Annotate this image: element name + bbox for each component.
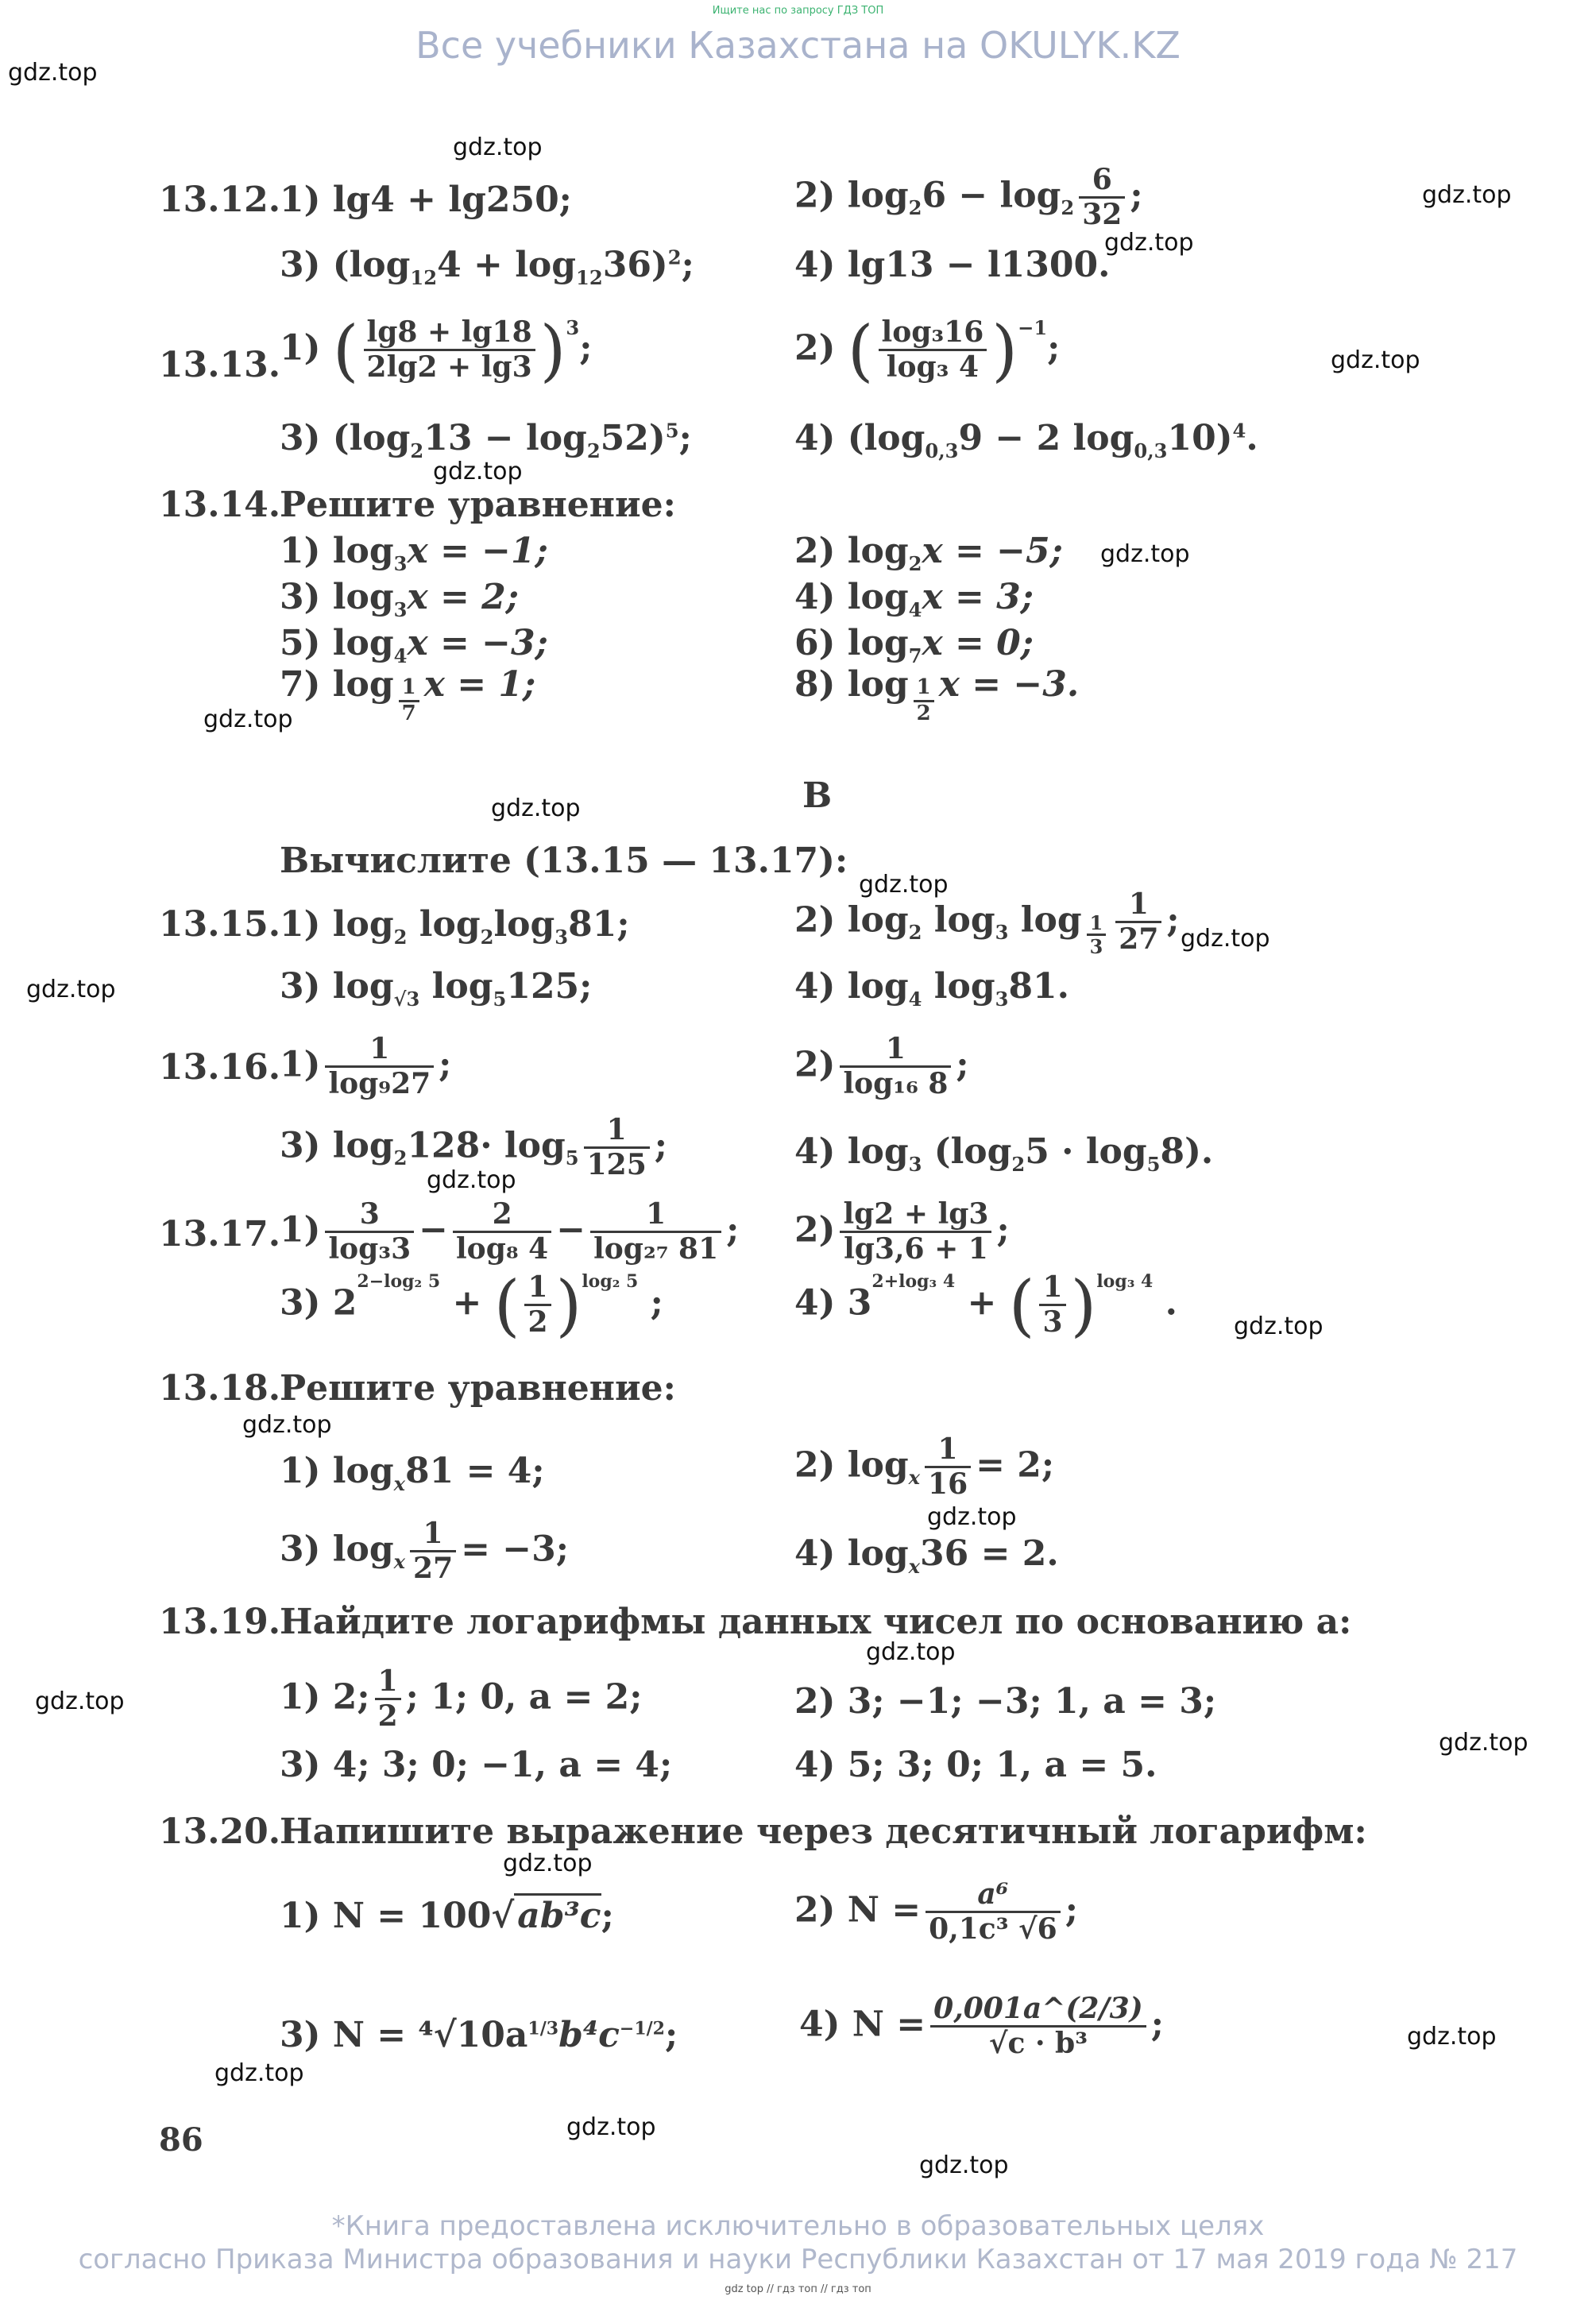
exercise-number: 13.15. — [159, 904, 281, 945]
watermark: gdz.top — [242, 1411, 332, 1439]
watermark: gdz.top — [1234, 1312, 1324, 1340]
site-title[interactable]: Все учебники Казахстана на OKULYK.KZ — [415, 24, 1181, 67]
watermark: gdz.top — [26, 976, 116, 1003]
exercise-title: Решите уравнение: — [280, 1368, 676, 1409]
watermark: gdz.top — [866, 1638, 956, 1666]
ex-13-16-part-2: 2) $\frac{1}{\text{log₁₆ 8}}$ ; — [794, 1032, 969, 1101]
ex-13-17-part-3: 3) $2^{2-log_2 5}$ + ( $\frac{1}{2}$ )$^{log_2 5}$ ; — [280, 1266, 663, 1344]
ex-13-15-part-4: 4) $\log_4 \log_381$. — [794, 966, 1069, 1011]
ex-13-19-part-3: 3) 4; 3; 0; −1, a = 4; — [280, 1745, 673, 1785]
watermark: gdz.top — [1331, 346, 1420, 374]
watermark: gdz.top — [8, 59, 98, 87]
exercise-number: 13.12. — [159, 180, 281, 220]
exercise-number: 13.19. — [159, 1602, 281, 1642]
ex-13-18-part-4: 4) $\log_x36 = 2$. — [794, 1533, 1059, 1578]
exercise-number: 13.17. — [159, 1214, 281, 1254]
exercise-number: 13.13. — [159, 345, 281, 385]
watermark: gdz.top — [1439, 1729, 1528, 1757]
watermark: gdz.top — [433, 458, 523, 485]
ex-13-13-part-4: 4) ($\log_{0,3}9 - 2$ $\log_{0,3}10)^4$. — [794, 418, 1258, 462]
footer-small[interactable]: gdz top // гдз топ // гдз топ — [725, 2283, 871, 2295]
section-letter: B — [802, 775, 833, 816]
ex-13-20-part-1: 1) N = 100√ab³c; — [280, 1896, 614, 1936]
section-intro: Вычислите (13.15 — 13.17): — [280, 841, 848, 881]
watermark: gdz.top — [427, 1166, 516, 1194]
ex-13-12-part-2: 2) $\log_26 - \log_2$ $\frac{6}{32}$ ; — [794, 163, 1143, 232]
watermark: gdz.top — [453, 133, 543, 161]
watermark: gdz.top — [859, 871, 949, 899]
watermark: gdz.top — [1100, 540, 1190, 568]
ex-13-16-part-1: 1) $\frac{1}{\text{log₉27}}$ ; — [280, 1032, 452, 1101]
ex-13-20-part-3: 3) $N = ^4√10a^{1/3}b^4c^{-1/2}$; — [280, 2015, 678, 2055]
equation: 5) $\log_4x = -3$; — [280, 623, 548, 667]
ex-13-17-part-4: 4) $3^{2+log_3 4}$ + ( $\frac{1}{3}$ )$^{log_3 4}$ . — [794, 1266, 1177, 1344]
watermark: gdz.top — [214, 2059, 304, 2087]
watermark: gdz.top — [927, 1503, 1017, 1531]
page-number: 86 — [159, 2121, 203, 2159]
equation: 4) $\log_4x = 3$; — [794, 577, 1034, 621]
equation: 6) $\log_7x = 0$; — [794, 623, 1034, 667]
watermark: gdz.top — [919, 2151, 1009, 2179]
ex-13-12-part-3: 3) $(\log_{12}4 + \log_{12}36)^2$; — [280, 245, 694, 289]
watermark: gdz.top — [203, 706, 293, 733]
ex-13-17-part-1: 1) $\frac{3}{\text{log₃3}}$ − $\frac{2}{\text{log₈ 4}}$ − $\frac{1}{\text{log₂₇ 81}}$ ; — [280, 1197, 740, 1266]
watermark: gdz.top — [503, 1850, 593, 1877]
ex-13-16-part-4: 4) $\log_3 (\log_25 \cdot \log_58)$. — [794, 1131, 1214, 1176]
ex-13-18-part-3: 3) $\log_x$ $\frac{1}{27}$ = −3; — [280, 1517, 570, 1586]
ex-13-18-part-2: 2) $\log_x$ $\frac{1}{16}$ = 2; — [794, 1432, 1055, 1502]
exercise-number: 13.18. — [159, 1368, 281, 1409]
exercise-number: 13.14. — [159, 485, 281, 525]
ex-13-18-part-1: 1) $\log_x81 = 4$; — [280, 1451, 545, 1495]
footer-line-1: *Книга предоставлена исключительно в образовательных целях — [331, 2210, 1265, 2242]
footer-line-2: согласно Приказа Министра образования и науки Республики Казахстан от 17 мая 2019 года № 217 — [78, 2244, 1518, 2275]
ex-13-13-part-3: 3) $(\log_213 - \log_252)^5$; — [280, 418, 692, 462]
equation: 7) log $\frac{1}{7}$ x = 1; — [280, 664, 536, 725]
equation: 8) log $\frac{1}{2}$ x = −3. — [794, 664, 1080, 725]
watermark: gdz.top — [1181, 925, 1270, 953]
ex-13-16-part-3: 3) $\log_2128\cdot \log_5$ $\frac{1}{125}$ ; — [280, 1113, 667, 1182]
equation: 2) $\log_2x = -5$; — [794, 531, 1063, 575]
ex-13-17-part-2: 2) $\frac{\lg 2 + \lg 3}{\lg 3,6 + 1}$ ; — [794, 1197, 1010, 1266]
ex-13-12-part-4: 4) lg13 − l1300. — [794, 245, 1111, 285]
watermark: gdz.top — [491, 794, 581, 822]
exercise-number: 13.16. — [159, 1047, 281, 1088]
ex-13-15-part-3: 3) $\log_{√3} \log_5125$; — [280, 966, 593, 1011]
watermark: gdz.top — [1104, 229, 1194, 257]
equation: 1) $\log_3x = -1$; — [280, 531, 548, 575]
watermark: gdz.top — [35, 1687, 125, 1715]
ex-13-20-part-2: 2) N = $\frac{\text{a⁶}}{\text{0,1c³ √6}}$ ; — [794, 1877, 1078, 1946]
exercise-title: Напишите выражение через десятичный логарифм: — [280, 1811, 1367, 1852]
exercise-title: Найдите логарифмы данных чисел по основанию a: — [280, 1602, 1352, 1642]
ex-13-19-part-2: 2) 3; −1; −3; 1, a = 3; — [794, 1681, 1217, 1722]
ex-13-13-part-2: 2) ( $\frac{\text{log₃16}}{\text{log₃ 4}}$ )$^{-1}$; — [794, 311, 1061, 389]
header-note: Ищите нас по запросу ГДЗ ТОП — [712, 5, 884, 17]
ex-13-12-part-1: 1) lg4 + lg250; — [280, 180, 572, 220]
ex-13-19-part-4: 4) 5; 3; 0; 1, a = 5. — [794, 1745, 1157, 1785]
ex-13-19-part-1: 1) 2; $\frac{1}{2}$ ; 1; 0, a = 2; — [280, 1664, 643, 1734]
watermark: gdz.top — [1422, 181, 1512, 209]
ex-13-13-part-1: 1) ( $\frac{\lg 8 + \lg 18}{2\lg 2 + \lg 3}$ )$^3$; — [280, 311, 593, 389]
equation: 3) $\log_3x = 2$; — [280, 577, 520, 621]
ex-13-15-part-1: 1) $\log_2 \log_2\log_381$; — [280, 904, 630, 949]
ex-13-15-part-2: 2) $\log_2 \log_3 \log$ $\frac{1}{3}$ $\frac{1}{27}$ ; — [794, 887, 1180, 959]
exercise-title: Решите уравнение: — [280, 485, 676, 525]
exercise-number: 13.20. — [159, 1811, 281, 1852]
ex-13-20-part-4: 4) N = $\frac{0,001a\^{}(2/3)}{\text{√c · b³}}$ ; — [799, 1992, 1164, 2061]
watermark: gdz.top — [1407, 2023, 1497, 2051]
watermark: gdz.top — [566, 2113, 656, 2141]
